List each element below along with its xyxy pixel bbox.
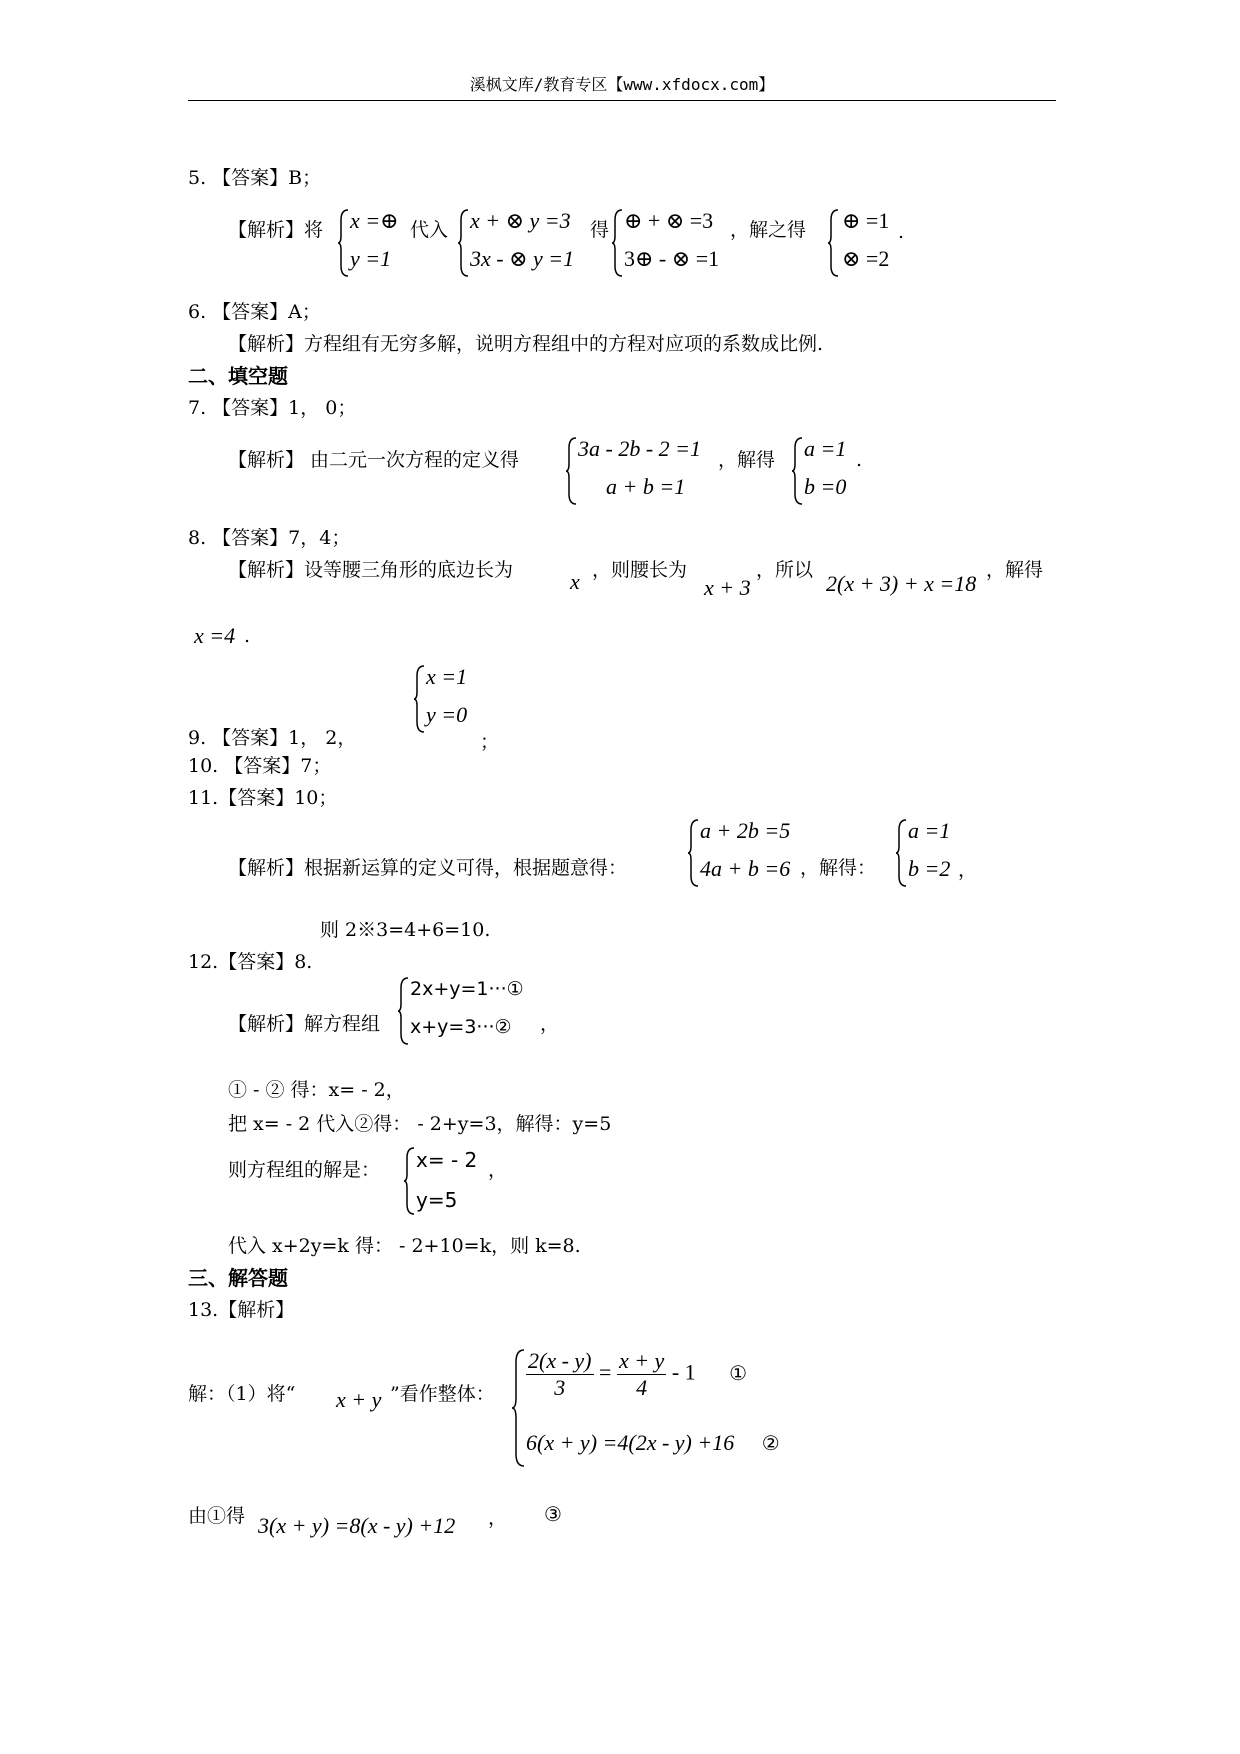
brace-icon xyxy=(458,208,470,278)
q6-answer: 6. 【答案】A； xyxy=(188,301,321,323)
brace-icon xyxy=(404,1146,416,1216)
q12-step-2: 把 x= - 2 代入②得： - 2+y=3，解得：y=5 xyxy=(228,1113,612,1135)
q12-step-3: 则方程组的解是： xyxy=(228,1159,381,1181)
q11-system-2: a =1 b =2 xyxy=(908,818,951,881)
brace-icon xyxy=(512,1348,526,1468)
q13-from-eq1: 由①得 xyxy=(188,1505,246,1527)
q13-equation-1: $\frac{2(x - y)}{3}$ = $\frac{x + y}{4}$ - 1 ① xyxy=(528,1348,748,1400)
brace-icon xyxy=(398,976,410,1046)
q5-text-get: 得 xyxy=(590,219,610,241)
q13-label: 13.【解析】 xyxy=(188,1299,295,1321)
q12-answer: 12.【答案】8. xyxy=(188,951,313,973)
brace-icon xyxy=(688,818,700,888)
q9-system: x =1 y =0 xyxy=(426,664,468,727)
q7-system-2: a =1 b =0 xyxy=(804,436,847,499)
q12-system-2: x= - 2 y=5 xyxy=(416,1148,478,1212)
q7-period: . xyxy=(856,449,863,471)
q13-math-x-plus-y: x + y xyxy=(336,1387,382,1412)
q5-system-2: x + ⊗ y =3 3x - ⊗ y =1 xyxy=(470,208,575,271)
q5-system-4: ⊕ =1 ⊗ =2 xyxy=(842,208,890,271)
q5-text-solve: ，解之得 xyxy=(730,219,807,241)
q13-equation-2: 6(x + y) =4(2x - y) +16 ② xyxy=(526,1430,780,1455)
q8-period: . xyxy=(244,625,251,647)
brace-icon xyxy=(566,436,578,506)
q8-analysis-label: 【解析】设等腰三角形的底边长为 xyxy=(228,559,514,581)
q7-system-1: 3a - 2b - 2 =1 a + b =1 xyxy=(578,436,701,499)
section-title-fill-blank: 二、填空题 xyxy=(188,364,288,388)
brace-icon xyxy=(338,208,350,278)
q5-system-1: x =⊕ y =1 xyxy=(350,208,399,271)
q7-analysis-label: 【解析】 由二元一次方程的定义得 xyxy=(228,449,520,471)
q12-step-4: 代入 x+2y=k 得： - 2+10=k，则 k=8. xyxy=(228,1235,581,1257)
section-title-solutions: 三、解答题 xyxy=(188,1266,288,1290)
page-header: 溪枫文库/教育专区【www.xfdocx.com】 xyxy=(188,72,1056,101)
q12-step-1: ① - ② 得：x= - 2， xyxy=(228,1079,405,1101)
q8-math-equation: 2(x + 3) + x =18 xyxy=(826,571,977,596)
q5-system-3: ⊕ + ⊗ =3 3⊕ - ⊗ =1 xyxy=(624,208,720,271)
q8-math-result: x =4 xyxy=(194,623,236,648)
q13-mark-3: ③ xyxy=(544,1502,562,1526)
brace-icon xyxy=(612,208,624,278)
q8-math-x: x xyxy=(570,569,580,594)
q11-conclusion: 则 2※3=4+6=10. xyxy=(320,919,491,941)
q11-answer: 11.【答案】10； xyxy=(188,787,338,809)
q12-analysis-label: 【解析】解方程组 xyxy=(228,1013,381,1035)
brace-icon xyxy=(896,818,908,888)
q13-comma: ， xyxy=(488,1507,508,1529)
q9-semicolon: ； xyxy=(480,731,500,753)
q7-answer: 7. 【答案】1， 0； xyxy=(188,397,357,419)
q6-analysis: 【解析】方程组有无穷多解，说明方程组中的方程对应项的系数成比例. xyxy=(228,333,824,355)
q8-text-solve: ，解得 xyxy=(986,559,1044,581)
q11-comma: ， xyxy=(958,859,978,881)
q5-answer: 5. 【答案】B； xyxy=(188,167,322,189)
q12-comma-2: ， xyxy=(488,1159,508,1181)
q5-text-substitute: 代入 xyxy=(410,219,449,241)
brace-icon xyxy=(414,664,426,734)
q11-analysis-label: 【解析】根据新运算的定义可得，根据题意得： xyxy=(228,857,628,879)
q8-text-waist: ，则腰长为 xyxy=(592,559,688,581)
q10-answer: 10. 【答案】7； xyxy=(188,755,332,777)
q9-answer: 9. 【答案】1， 2， xyxy=(188,727,357,749)
q5-analysis-label: 【解析】将 xyxy=(228,219,324,241)
q8-text-so: ，所以 xyxy=(756,559,814,581)
q11-system-1: a + 2b =5 4a + b =6 xyxy=(700,818,791,881)
q12-comma: ， xyxy=(540,1013,560,1035)
q13-system xyxy=(526,1348,846,1468)
brace-icon xyxy=(828,208,840,278)
q5-period: . xyxy=(898,221,905,243)
q11-text-solve: ，解得： xyxy=(800,857,877,879)
q12-system-1: 2x+y=1···① x+y=3···② xyxy=(410,978,524,1038)
q7-text-solve: ，解得 xyxy=(718,449,776,471)
q8-math-x-plus-3: x + 3 xyxy=(704,575,751,600)
q8-answer: 8. 【答案】7，4； xyxy=(188,527,351,549)
brace-icon xyxy=(792,436,804,506)
q13-intro-2: ”看作整体： xyxy=(390,1383,495,1405)
q13-intro: 解：（1）将“ xyxy=(188,1383,296,1405)
q13-equation-3: 3(x + y) =8(x - y) +12 xyxy=(258,1513,456,1538)
